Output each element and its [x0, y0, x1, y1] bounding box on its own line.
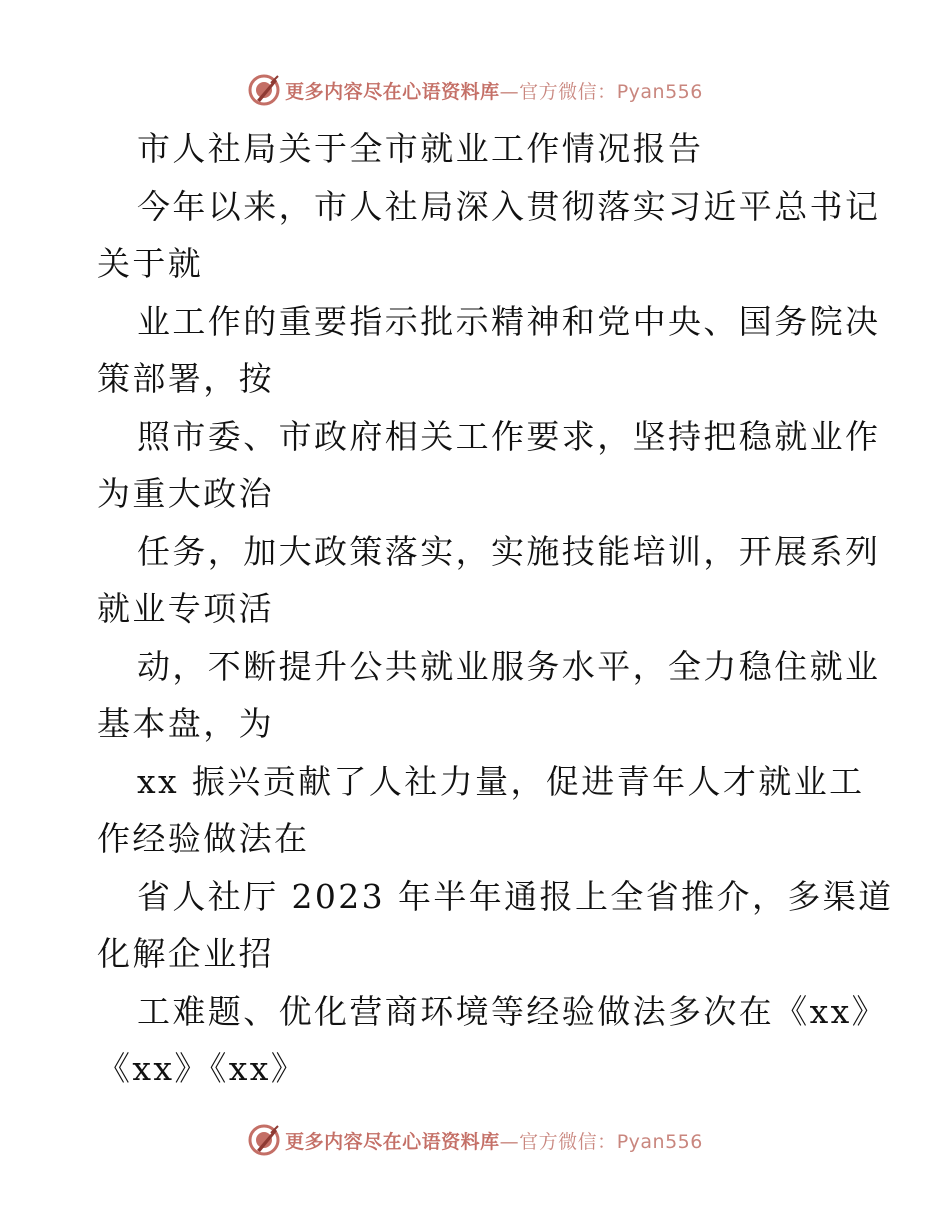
header-banner	[0, 70, 950, 110]
banner-wechat-id: Pyan556	[616, 80, 703, 103]
paragraph-line: 照市委、市政府相关工作要求，坚持把稳就业作	[137, 416, 881, 456]
banner-suffix: 官方微信：	[519, 1130, 617, 1153]
paragraph-line: 基本盘，为	[97, 704, 274, 743]
banner-text	[285, 77, 703, 104]
paragraph-line: 化解企业招	[97, 934, 274, 973]
document-body	[97, 120, 894, 1098]
banner-brand-name: 更多内容尽在心语资料库	[285, 1130, 500, 1153]
paragraph-line: 业工作的重要指示批示精神和党中央、国务院决	[137, 301, 881, 341]
paragraph-line: 今年以来，市人社局深入贯彻落实习近平总书记	[137, 186, 881, 226]
quill-seal-icon	[247, 1123, 281, 1157]
paragraph-line: 《xx》《xx》	[97, 1049, 307, 1088]
paragraph-line: 关于就	[97, 244, 204, 283]
footer-banner	[0, 1120, 950, 1160]
banner-brand-name: 更多内容尽在心语资料库	[285, 80, 500, 103]
banner-dash: —	[499, 80, 520, 103]
banner-dash: —	[499, 1130, 520, 1153]
paragraph-line: 作经验做法在	[97, 819, 310, 858]
paragraph-line: 动，不断提升公共就业服务水平，全力稳住就业	[137, 646, 881, 686]
banner-wechat-id: Pyan556	[616, 1130, 703, 1153]
paragraph-line: 为重大政治	[97, 474, 274, 513]
paragraph-line: 省人社厅 2023 年半年通报上全省推介，多渠道	[137, 876, 894, 916]
paragraph-line: 就业专项活	[97, 589, 274, 628]
banner-suffix: 官方微信：	[519, 80, 617, 103]
banner-text	[285, 1127, 703, 1154]
paragraph-line: 工难题、优化营商环境等经验做法多次在《xx》	[137, 991, 888, 1031]
paragraph-line: xx 振兴贡献了人社力量，促进青年人才就业工	[137, 761, 865, 801]
document-title: 市人社局关于全市就业工作情况报告	[137, 129, 704, 168]
paragraph-line: 策部署，按	[97, 359, 274, 398]
paragraph-line: 任务，加大政策落实，实施技能培训，开展系列	[137, 531, 881, 571]
quill-seal-icon	[247, 73, 281, 107]
